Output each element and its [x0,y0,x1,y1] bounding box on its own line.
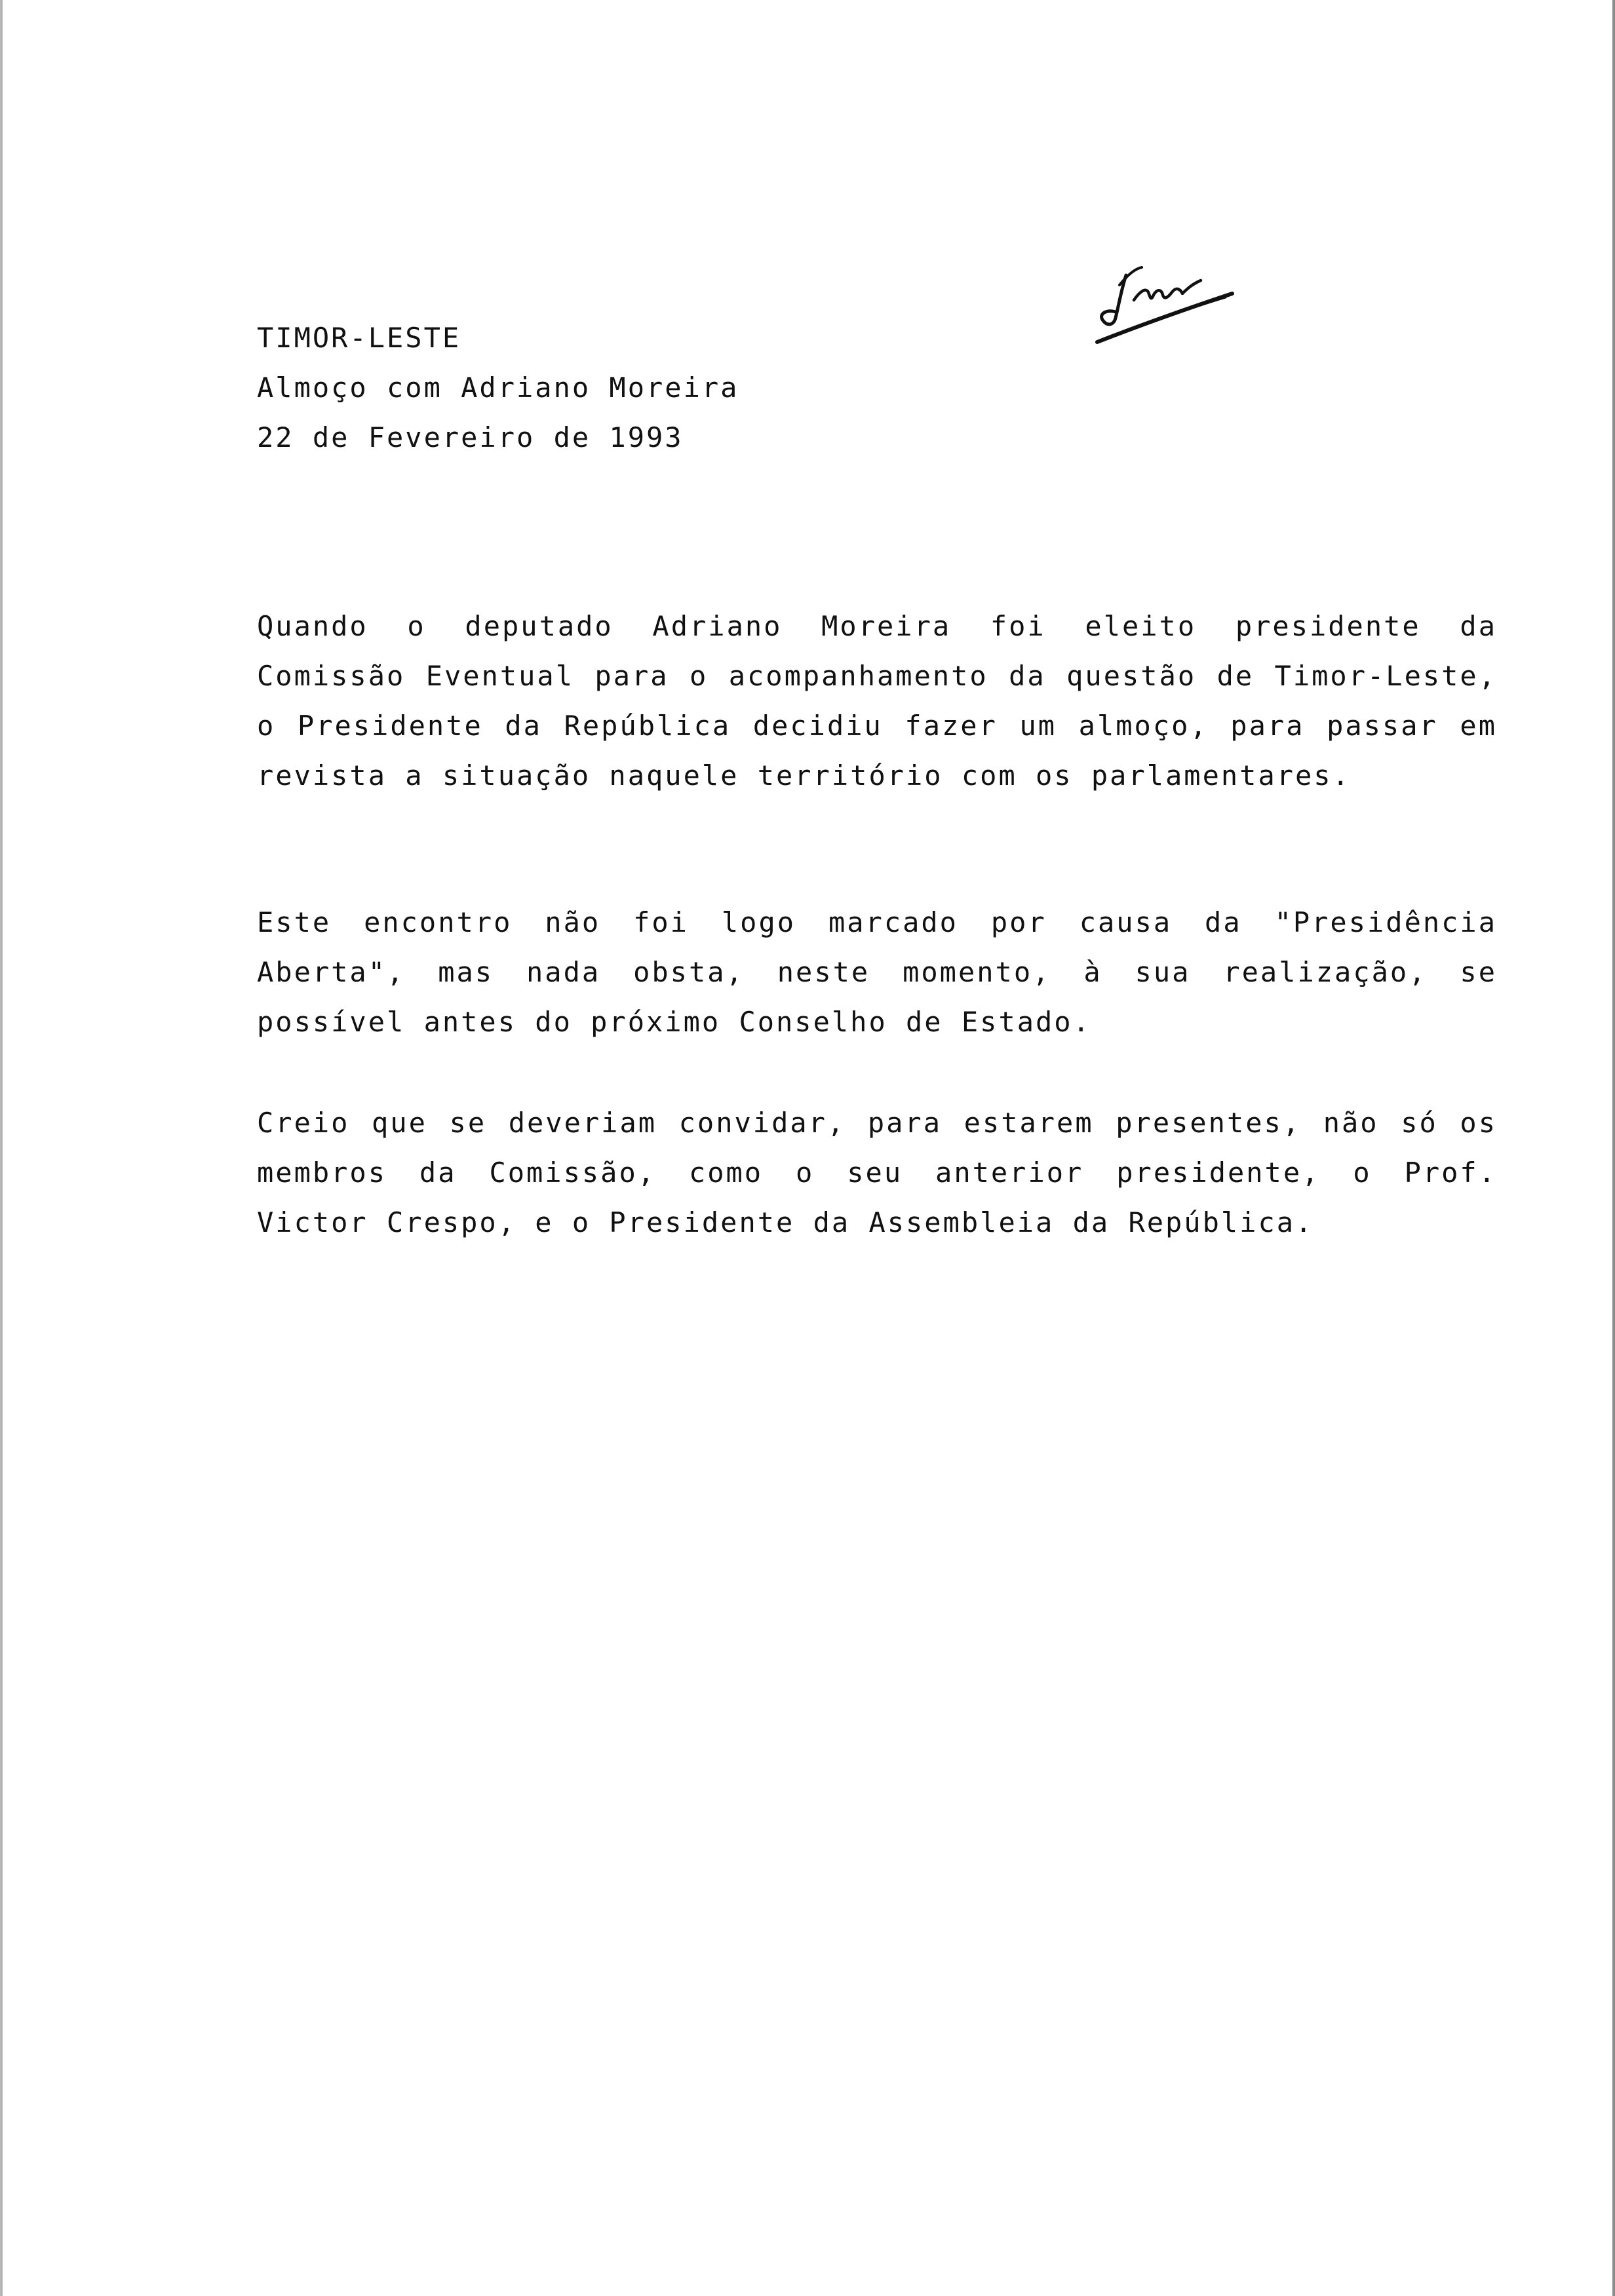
paragraph-1: Quando o deputado Adriano Moreira foi eleito presidente da Comissão Eventual para o acompanhamento da questão de Timor-Leste, o Presidente da República decidiu fazer um almoço, para passar em revista a situação naquele território com os parlamentares. [257,610,1497,792]
document-heading [257,313,739,463]
heading-subject: TIMOR-LESTE [257,322,461,354]
scan-edge-left [0,0,3,2296]
heading-date: 22 de Fevereiro de 1993 [257,421,684,453]
scan-edge-right [1612,0,1615,2296]
signature-icon [1088,229,1239,347]
paragraph-3: Creio que se deveriam convidar, para estarem presentes, não só os membros da Comissão, como o seu anterior presidente, o Prof. Victor Crespo, e o Presidente da Assembleia da República. [257,1107,1497,1238]
paragraph-2: Este encontro não foi logo marcado por causa da "Presidência Aberta", mas nada obsta, neste momento, à sua realização, se possível antes do próximo Conselho de Estado. [257,906,1497,1038]
heading-title: Almoço com Adriano Moreira [257,372,739,404]
